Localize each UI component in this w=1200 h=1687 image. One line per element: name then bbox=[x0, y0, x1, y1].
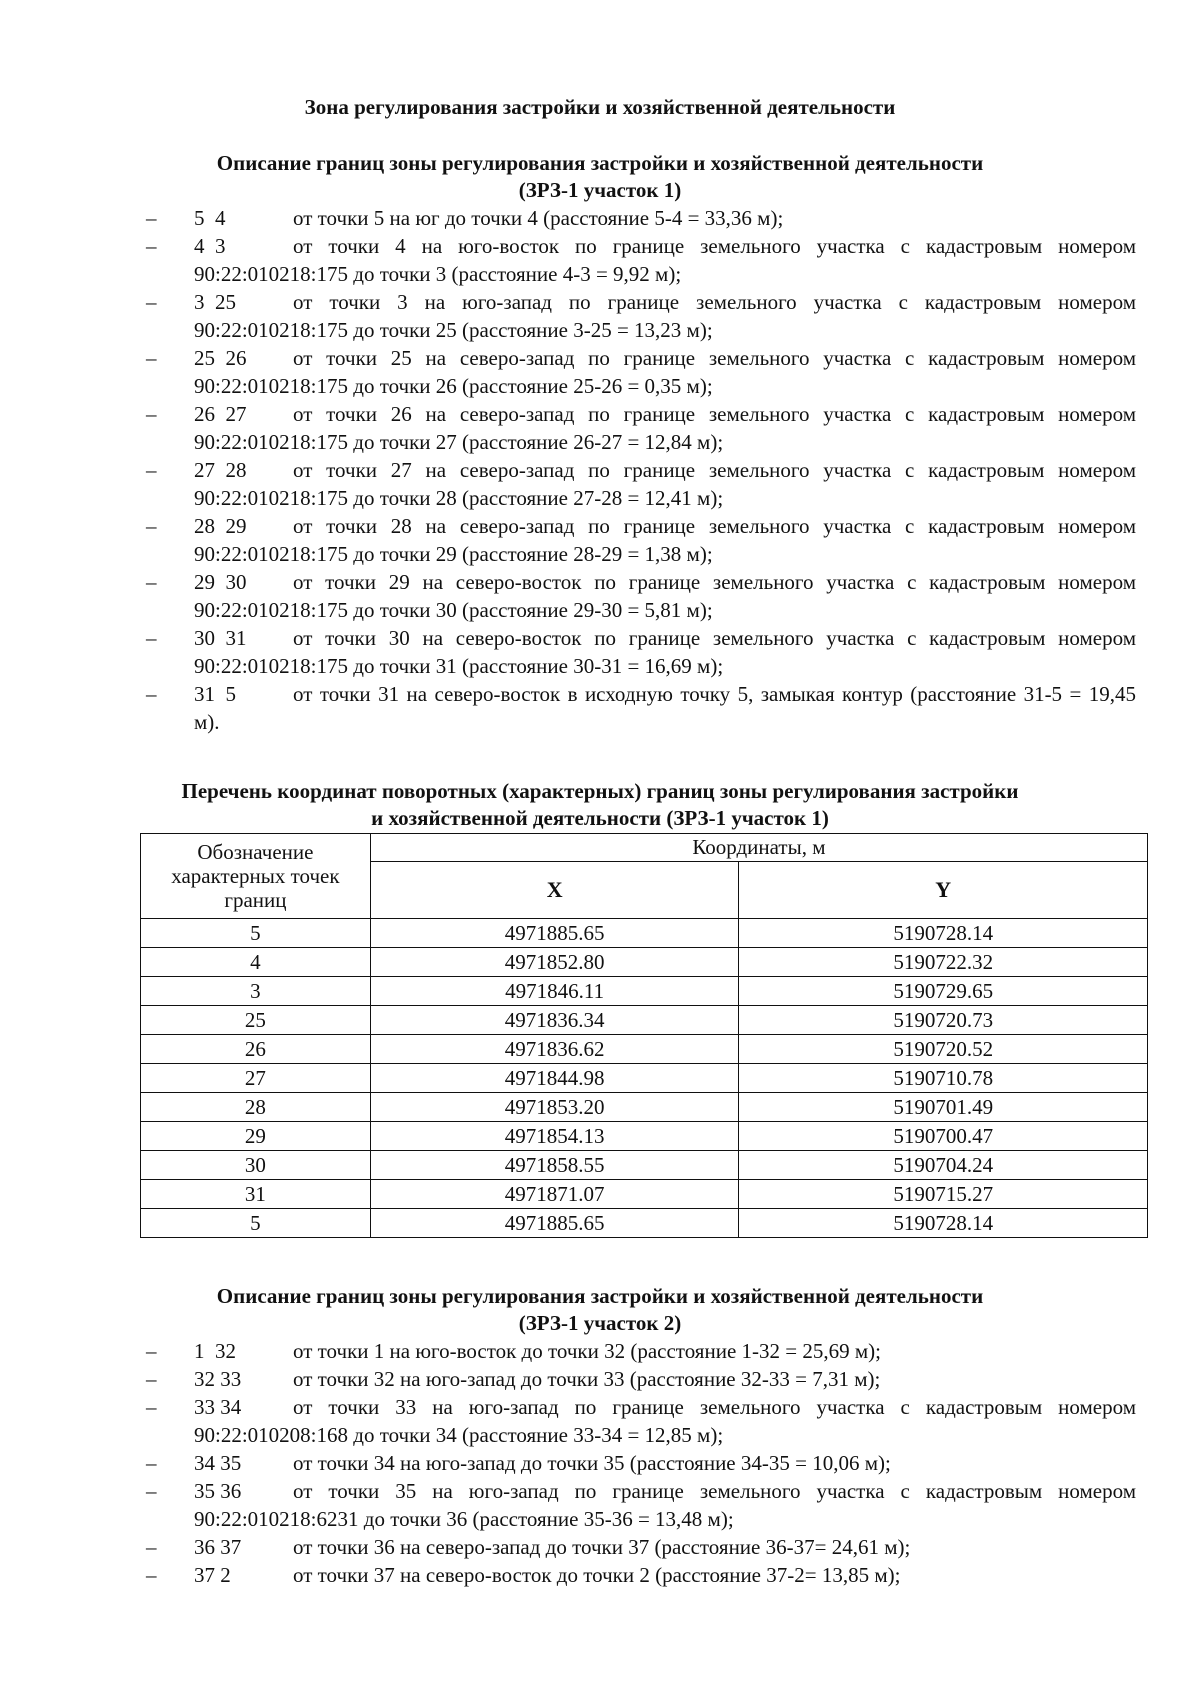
boundary-points: 1 32 bbox=[194, 1339, 236, 1363]
list-dash: – bbox=[146, 1479, 157, 1503]
table-title bbox=[0, 778, 1200, 832]
boundary-item-body bbox=[194, 1477, 1136, 1533]
cell-y: 5190710.78 bbox=[739, 1064, 1148, 1093]
boundary-item-body bbox=[194, 512, 1136, 568]
list-dash: – bbox=[146, 682, 157, 706]
boundary-description: от точки 27 на северо-запад по границе земельного участка с кадастровым номером 90:22:010218:175 до точки 28 (расстояние 27-28 = 12,41 м); bbox=[194, 458, 1136, 510]
boundary-points: 36 37 bbox=[194, 1535, 242, 1559]
list-dash: – bbox=[146, 1367, 157, 1391]
boundary-item bbox=[146, 1477, 1136, 1533]
boundary-points: 26 27 bbox=[194, 402, 247, 426]
boundary-points: 35 36 bbox=[194, 1479, 242, 1503]
boundary-description: от точки 3 на юго-запад по границе земельного участка с кадастровым номером 90:22:010218:175 до точки 25 (расстояние 3-25 = 13,23 м); bbox=[194, 290, 1136, 342]
list-dash: – bbox=[146, 402, 157, 426]
boundary-description: от точки 4 на юго-восток по границе земельного участка с кадастровым номером 90:22:010218:175 до точки 3 (расстояние 4-3 = 9,92 м); bbox=[194, 234, 1136, 286]
header-x: X bbox=[370, 861, 739, 918]
boundary-item bbox=[146, 456, 1136, 512]
boundary-item bbox=[146, 680, 1136, 736]
boundary-description: от точки 5 на юг до точки 4 (расстояние 5-4 = 33,36 м); bbox=[293, 206, 784, 230]
boundary-description: от точки 25 на северо-запад по границе земельного участка с кадастровым номером 90:22:010218:175 до точки 26 (расстояние 25-26 = 0,35 м); bbox=[194, 346, 1136, 398]
cell-point: 5 bbox=[141, 919, 371, 948]
cell-y: 5190715.27 bbox=[739, 1180, 1148, 1209]
boundary-points: 25 26 bbox=[194, 346, 247, 370]
boundary-points: 27 28 bbox=[194, 458, 247, 482]
boundary-description: от точки 29 на северо-восток по границе земельного участка с кадастровым номером 90:22:010218:175 до точки 30 (расстояние 29-30 = 5,81 м); bbox=[194, 570, 1136, 622]
boundary-item-body bbox=[194, 1365, 1136, 1393]
table-row bbox=[141, 1151, 1148, 1180]
boundary-item-body bbox=[194, 624, 1136, 680]
list-dash: – bbox=[146, 570, 157, 594]
boundary-item bbox=[146, 344, 1136, 400]
cell-point: 31 bbox=[141, 1180, 371, 1209]
table-row bbox=[141, 977, 1148, 1006]
boundary-item-body bbox=[194, 568, 1136, 624]
section2-boundary-list bbox=[146, 1337, 1136, 1589]
boundary-description: от точки 1 на юго-восток до точки 32 (расстояние 1-32 = 25,69 м); bbox=[293, 1339, 881, 1363]
boundary-description: от точки 32 на юго-запад до точки 33 (расстояние 32-33 = 7,31 м); bbox=[293, 1367, 881, 1391]
boundary-item bbox=[146, 400, 1136, 456]
table-row bbox=[141, 948, 1148, 977]
cell-point: 25 bbox=[141, 1006, 371, 1035]
boundary-points: 4 3 bbox=[194, 234, 226, 258]
header-coordinates: Координаты, м bbox=[370, 834, 1147, 862]
cell-x: 4971852.80 bbox=[370, 948, 739, 977]
list-dash: – bbox=[146, 1451, 157, 1475]
boundary-description: от точки 31 на северо-восток в исходную точку 5, замыкая контур (расстояние 31-5 = 19,45 м). bbox=[194, 682, 1136, 734]
boundary-item bbox=[146, 204, 1136, 232]
boundary-item-body bbox=[194, 1561, 1136, 1589]
list-dash: – bbox=[146, 1395, 157, 1419]
section1-boundary-list bbox=[146, 204, 1136, 736]
table-title-line2: и хозяйственной деятельности (ЗРЗ-1 участок 1) bbox=[371, 806, 829, 830]
cell-x: 4971844.98 bbox=[370, 1064, 739, 1093]
list-dash: – bbox=[146, 346, 157, 370]
boundary-points: 3 25 bbox=[194, 290, 236, 314]
boundary-item-body bbox=[194, 400, 1136, 456]
boundary-points: 31 5 bbox=[194, 682, 236, 706]
cell-y: 5190722.32 bbox=[739, 948, 1148, 977]
table-row bbox=[141, 1209, 1148, 1238]
boundary-points: 5 4 bbox=[194, 206, 226, 230]
page-title: Зона регулирования застройки и хозяйственной деятельности bbox=[304, 95, 896, 119]
cell-x: 4971853.20 bbox=[370, 1093, 739, 1122]
boundary-item bbox=[146, 232, 1136, 288]
table-row bbox=[141, 1035, 1148, 1064]
cell-point: 26 bbox=[141, 1035, 371, 1064]
boundary-item bbox=[146, 288, 1136, 344]
cell-point: 27 bbox=[141, 1064, 371, 1093]
list-dash: – bbox=[146, 206, 157, 230]
cell-point: 30 bbox=[141, 1151, 371, 1180]
table-title-line1: Перечень координат поворотных (характерных) границ зоны регулирования застройки bbox=[181, 779, 1019, 803]
table-row bbox=[141, 1006, 1148, 1035]
boundary-item-body bbox=[194, 288, 1136, 344]
section2-title-line2: (ЗРЗ-1 участок 2) bbox=[518, 1311, 682, 1335]
boundary-points: 37 2 bbox=[194, 1563, 231, 1587]
boundary-description: от точки 34 на юго-запад до точки 35 (расстояние 34-35 = 10,06 м); bbox=[293, 1451, 891, 1475]
list-dash: – bbox=[146, 1339, 157, 1363]
boundary-item bbox=[146, 1533, 1136, 1561]
cell-y: 5190700.47 bbox=[739, 1122, 1148, 1151]
cell-x: 4971846.11 bbox=[370, 977, 739, 1006]
cell-y: 5190720.52 bbox=[739, 1035, 1148, 1064]
section1-title-line2: (ЗРЗ-1 участок 1) bbox=[518, 178, 682, 202]
cell-point: 5 bbox=[141, 1209, 371, 1238]
cell-y: 5190728.14 bbox=[739, 919, 1148, 948]
boundary-points: 33 34 bbox=[194, 1395, 242, 1419]
boundary-points: 28 29 bbox=[194, 514, 247, 538]
list-dash: – bbox=[146, 458, 157, 482]
cell-x: 4971885.65 bbox=[370, 919, 739, 948]
cell-point: 4 bbox=[141, 948, 371, 977]
boundary-item-body bbox=[194, 1393, 1136, 1449]
section1-title bbox=[0, 150, 1200, 204]
cell-x: 4971836.34 bbox=[370, 1006, 739, 1035]
section2-title bbox=[0, 1283, 1200, 1337]
cell-point: 28 bbox=[141, 1093, 371, 1122]
boundary-points: 34 35 bbox=[194, 1451, 242, 1475]
boundary-description: от точки 28 на северо-запад по границе земельного участка с кадастровым номером 90:22:010218:175 до точки 29 (расстояние 28-29 = 1,38 м); bbox=[194, 514, 1136, 566]
cell-y: 5190704.24 bbox=[739, 1151, 1148, 1180]
boundary-item-body bbox=[194, 204, 1136, 232]
cell-y: 5190701.49 bbox=[739, 1093, 1148, 1122]
boundary-description: от точки 26 на северо-запад по границе земельного участка с кадастровым номером 90:22:010218:175 до точки 27 (расстояние 26-27 = 12,84 м); bbox=[194, 402, 1136, 454]
boundary-description: от точки 30 на северо-восток по границе земельного участка с кадастровым номером 90:22:010218:175 до точки 31 (расстояние 30-31 = 16,69 м); bbox=[194, 626, 1136, 678]
section1-title-line1: Описание границ зоны регулирования застройки и хозяйственной деятельности bbox=[216, 151, 984, 175]
table-row bbox=[141, 1122, 1148, 1151]
boundary-points: 29 30 bbox=[194, 570, 247, 594]
boundary-item-body bbox=[194, 344, 1136, 400]
table-row bbox=[141, 1180, 1148, 1209]
boundary-item bbox=[146, 1337, 1136, 1365]
boundary-item bbox=[146, 624, 1136, 680]
list-dash: – bbox=[146, 1535, 157, 1559]
boundary-item bbox=[146, 512, 1136, 568]
boundary-item-body bbox=[194, 1533, 1136, 1561]
table-row bbox=[141, 1093, 1148, 1122]
boundary-description: от точки 33 на юго-запад по границе земельного участка с кадастровым номером 90:22:010208:168 до точки 34 (расстояние 33-34 = 12,85 м); bbox=[194, 1395, 1136, 1447]
cell-y: 5190728.14 bbox=[739, 1209, 1148, 1238]
boundary-item-body bbox=[194, 456, 1136, 512]
boundary-item bbox=[146, 1561, 1136, 1589]
boundary-item-body bbox=[194, 1337, 1136, 1365]
boundary-item-body bbox=[194, 232, 1136, 288]
cell-x: 4971885.65 bbox=[370, 1209, 739, 1238]
boundary-description: от точки 36 на северо-запад до точки 37 (расстояние 36-37= 24,61 м); bbox=[293, 1535, 911, 1559]
list-dash: – bbox=[146, 234, 157, 258]
cell-x: 4971871.07 bbox=[370, 1180, 739, 1209]
coordinates-table bbox=[140, 833, 1148, 1238]
list-dash: – bbox=[146, 514, 157, 538]
cell-y: 5190729.65 bbox=[739, 977, 1148, 1006]
cell-point: 3 bbox=[141, 977, 371, 1006]
boundary-item bbox=[146, 1449, 1136, 1477]
cell-y: 5190720.73 bbox=[739, 1006, 1148, 1035]
boundary-item-body bbox=[194, 1449, 1136, 1477]
table-row bbox=[141, 919, 1148, 948]
header-y: Y bbox=[739, 861, 1148, 918]
header-point-designation: Обозначение характерных точек границ bbox=[141, 834, 371, 919]
coordinates-table-body bbox=[141, 919, 1148, 1238]
boundary-points: 30 31 bbox=[194, 626, 247, 650]
list-dash: – bbox=[146, 626, 157, 650]
boundary-points: 32 33 bbox=[194, 1367, 242, 1391]
cell-x: 4971854.13 bbox=[370, 1122, 739, 1151]
cell-x: 4971836.62 bbox=[370, 1035, 739, 1064]
cell-x: 4971858.55 bbox=[370, 1151, 739, 1180]
boundary-item-body bbox=[194, 680, 1136, 736]
boundary-item bbox=[146, 1393, 1136, 1449]
boundary-item bbox=[146, 1365, 1136, 1393]
boundary-description: от точки 35 на юго-запад по границе земельного участка с кадастровым номером 90:22:010218:6231 до точки 36 (расстояние 35-36 = 13,48 м); bbox=[194, 1479, 1136, 1531]
section2-title-line1: Описание границ зоны регулирования застройки и хозяйственной деятельности bbox=[216, 1284, 984, 1308]
boundary-item bbox=[146, 568, 1136, 624]
list-dash: – bbox=[146, 290, 157, 314]
list-dash: – bbox=[146, 1563, 157, 1587]
cell-point: 29 bbox=[141, 1122, 371, 1151]
table-row bbox=[141, 1064, 1148, 1093]
boundary-description: от точки 37 на северо-восток до точки 2 (расстояние 37-2= 13,85 м); bbox=[293, 1563, 901, 1587]
